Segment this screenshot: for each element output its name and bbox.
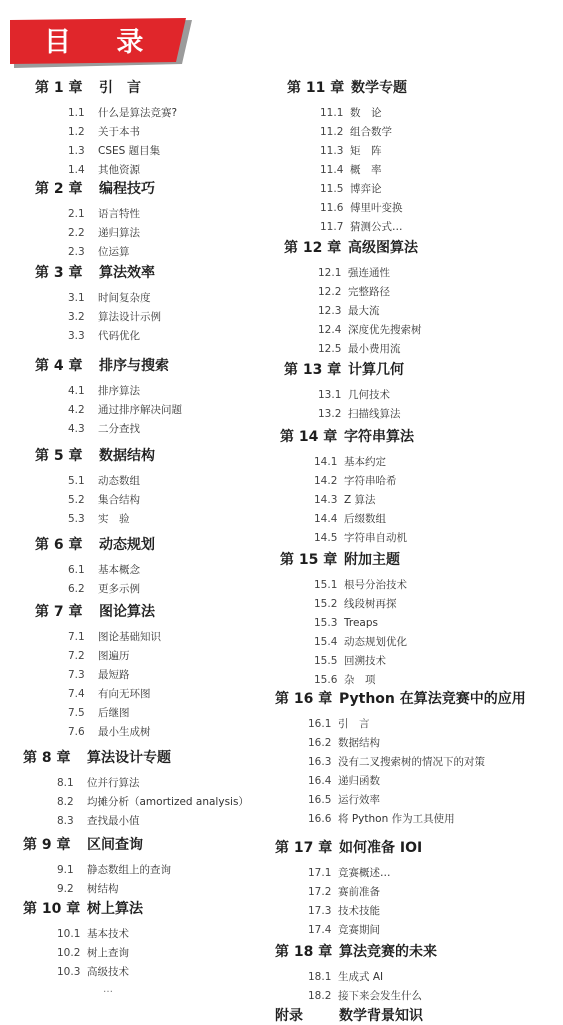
chapter-number: 附录: [275, 1008, 303, 1024]
section-title: 静态数组上的查询: [87, 864, 171, 876]
section-number: 7.2: [68, 650, 85, 662]
section-title: 竞赛概述…: [338, 867, 391, 879]
section-title: 组合数学: [350, 126, 392, 138]
section-title: 数 论: [350, 107, 382, 119]
section-entry: [318, 388, 390, 402]
section-number: 14.3: [314, 494, 338, 506]
section-number: 8.2: [57, 796, 74, 808]
section-entry: [318, 323, 422, 337]
chapter-number: 第 15 章: [280, 552, 338, 568]
chapter-number: 第 4 章: [35, 358, 83, 374]
section-number: 15.3: [314, 617, 338, 629]
section-number: 2.2: [68, 227, 85, 239]
section-entry: [308, 885, 380, 899]
section-number: 16.1: [308, 718, 332, 730]
section-number: 17.1: [308, 867, 332, 879]
section-number: 3.1: [68, 292, 85, 304]
section-title: 最短路: [98, 669, 130, 681]
section-title: CSES 题目集: [98, 145, 161, 157]
section-number: 1.4: [68, 164, 85, 176]
section-number: 17.3: [308, 905, 332, 917]
section-number: 11.4: [320, 164, 344, 176]
section-number: 9.2: [57, 883, 74, 895]
section-number: 8.1: [57, 777, 74, 789]
chapter-heading: [275, 690, 526, 708]
section-entry: [318, 266, 390, 280]
section-number: 7.1: [68, 631, 85, 643]
section-number: 1.2: [68, 126, 85, 138]
section-number: 4.3: [68, 423, 85, 435]
section-title: 递归算法: [98, 227, 140, 239]
chapter-title: 数学背景知识: [339, 1008, 423, 1024]
chapter-title: 编程技巧: [99, 181, 155, 197]
section-number: 12.5: [318, 343, 342, 355]
section-number: 9.1: [57, 864, 74, 876]
section-title: 最大流: [348, 305, 380, 317]
section-number: 5.1: [68, 475, 85, 487]
section-title: 动态数组: [98, 475, 140, 487]
section-title: 生成式 AI: [338, 971, 384, 983]
section-entry: [320, 201, 403, 215]
section-title: 动态规划优化: [344, 636, 407, 648]
section-number: 4.2: [68, 404, 85, 416]
section-title: 没有二叉搜索树的情况下的对策: [338, 756, 485, 768]
section-entry: [314, 673, 376, 687]
section-number: 16.3: [308, 756, 332, 768]
chapter-number: 第 1 章: [35, 80, 83, 96]
section-entry: [314, 597, 397, 611]
section-number: 11.3: [320, 145, 344, 157]
section-title: 时间复杂度: [98, 292, 151, 304]
section-title: 傅里叶变换: [350, 202, 403, 214]
chapter-number: 第 14 章: [280, 429, 338, 445]
chapter-title: 数学专题: [351, 80, 407, 96]
chapter-heading: [284, 361, 404, 379]
section-entry: [308, 904, 380, 918]
section-number: 11.1: [320, 107, 344, 119]
chapter-title: 附加主题: [344, 552, 400, 568]
chapter-title: 动态规划: [99, 537, 155, 553]
chapter-title: 算法竞赛的未来: [339, 944, 437, 960]
section-number: 11.2: [320, 126, 344, 138]
section-title: 技术技能: [338, 905, 380, 917]
section-number: 17.4: [308, 924, 332, 936]
section-title: 线段树再探: [344, 598, 397, 610]
section-number: 18.1: [308, 971, 332, 983]
chapter-title: 数据结构: [99, 448, 155, 464]
section-number: 10.1: [57, 928, 81, 940]
section-title: 矩 阵: [350, 145, 382, 157]
section-title: 接下来会发生什么: [338, 990, 422, 1002]
toc-title: 目 录: [44, 27, 162, 58]
section-title: 代码优化: [98, 330, 140, 342]
section-entry: [314, 455, 386, 469]
section-title: 树上查询: [87, 947, 129, 959]
section-title: Treaps: [344, 617, 378, 629]
chapter-number: 第 2 章: [35, 181, 83, 197]
section-title: 博弈论: [350, 183, 382, 195]
chapter-title: 算法设计专题: [87, 750, 171, 766]
section-number: 15.1: [314, 579, 338, 591]
section-title: 深度优先搜索树: [348, 324, 422, 336]
section-title: 猜测公式…: [350, 221, 403, 233]
section-entry: [318, 407, 401, 421]
section-title: 集合结构: [98, 494, 140, 506]
section-number: 8.3: [57, 815, 74, 827]
section-entry: [314, 635, 407, 649]
section-entry: [314, 616, 378, 630]
chapter-number: 第 5 章: [35, 448, 83, 464]
section-number: 15.6: [314, 674, 338, 686]
chapter-number: 第 7 章: [35, 604, 83, 620]
section-entry: [320, 144, 382, 158]
section-entry: [308, 717, 370, 731]
chapter-title: 排序与搜索: [99, 358, 169, 374]
section-entry: [308, 812, 455, 826]
chapter-heading: [280, 551, 400, 569]
section-title: 最小费用流: [348, 343, 401, 355]
chapter-heading: [287, 79, 407, 97]
section-number: 7.6: [68, 726, 85, 738]
chapter-title: 图论算法: [99, 604, 155, 620]
section-number: 12.3: [318, 305, 342, 317]
trailing-ellipsis: …: [103, 984, 113, 995]
section-number: 6.1: [68, 564, 85, 576]
section-entry: [318, 304, 380, 318]
section-title: 基本概念: [98, 564, 140, 576]
section-title: 二分查找: [98, 423, 140, 435]
chapter-heading: [275, 839, 422, 857]
chapter-title: 如何准备 IOI: [339, 840, 423, 856]
chapter-heading: [275, 1007, 423, 1025]
section-number: 15.2: [314, 598, 338, 610]
section-title: 最小生成树: [98, 726, 151, 738]
section-number: 16.4: [308, 775, 332, 787]
chapter-title: 高级图算法: [348, 240, 418, 256]
section-number: 3.2: [68, 311, 85, 323]
section-title: 排序算法: [98, 385, 140, 397]
section-number: 2.1: [68, 208, 85, 220]
section-entry: [308, 755, 485, 769]
section-title: 后继图: [98, 707, 130, 719]
section-number: 15.4: [314, 636, 338, 648]
chapter-title: 引 言: [99, 80, 141, 96]
section-title: 位运算: [98, 246, 130, 258]
section-title: 数据结构: [338, 737, 380, 749]
section-entry: [320, 220, 403, 234]
section-title: 根号分治技术: [344, 579, 407, 591]
chapter-number: 第 9 章: [23, 837, 71, 853]
section-entry: [314, 474, 397, 488]
section-entry: [320, 163, 382, 177]
chapter-number: 第 6 章: [35, 537, 83, 553]
chapter-number: 第 17 章: [275, 840, 333, 856]
section-entry: [314, 578, 407, 592]
section-number: 7.4: [68, 688, 85, 700]
section-entry: [320, 106, 382, 120]
section-title: 位并行算法: [87, 777, 140, 789]
section-number: 12.4: [318, 324, 342, 336]
section-number: 17.2: [308, 886, 332, 898]
section-entry: [308, 866, 391, 880]
section-title: 字符串哈希: [344, 475, 397, 487]
section-number: 14.2: [314, 475, 338, 487]
section-entry: [308, 736, 380, 750]
section-title: 几何技术: [348, 389, 390, 401]
section-title: 引 言: [338, 718, 370, 730]
section-entry: [318, 342, 401, 356]
section-entry: [308, 970, 383, 984]
section-title: 树结构: [87, 883, 119, 895]
chapter-number: 第 11 章: [287, 80, 345, 96]
section-number: 7.5: [68, 707, 85, 719]
section-title: 运行效率: [338, 794, 380, 806]
section-number: 2.3: [68, 246, 85, 258]
section-number: 13.1: [318, 389, 342, 401]
section-entry: [320, 125, 392, 139]
section-title: 字符串自动机: [344, 532, 407, 544]
section-title: 后缀数组: [344, 513, 386, 525]
section-title: 关于本书: [98, 126, 140, 138]
section-entry: [308, 923, 380, 937]
section-title: 基本技术: [87, 928, 129, 940]
section-title: 竞赛期间: [338, 924, 380, 936]
section-title: 强连通性: [348, 267, 390, 279]
section-title: 其他资源: [98, 164, 140, 176]
chapter-number: 第 13 章: [284, 362, 342, 378]
section-number: 18.2: [308, 990, 332, 1002]
section-title: 赛前准备: [338, 886, 380, 898]
section-title: 概 率: [350, 164, 382, 176]
section-title: 什么是算法竞赛?: [98, 107, 178, 119]
chapter-title: 计算几何: [348, 362, 404, 378]
section-number: 16.2: [308, 737, 332, 749]
section-number: 12.2: [318, 286, 342, 298]
section-number: 16.6: [308, 813, 332, 825]
chapter-number: 第 12 章: [284, 240, 342, 256]
section-number: 7.3: [68, 669, 85, 681]
section-entry: [314, 493, 376, 507]
chapter-heading: [280, 428, 414, 446]
section-number: 10.2: [57, 947, 81, 959]
section-number: 15.5: [314, 655, 338, 667]
section-number: 16.5: [308, 794, 332, 806]
chapter-title: Python 在算法竞赛中的应用: [339, 691, 526, 707]
section-title: 完整路径: [348, 286, 390, 298]
section-entry: [308, 793, 380, 807]
section-title: 扫描线算法: [348, 408, 401, 420]
section-title: 实 验: [98, 513, 130, 525]
chapter-number: 第 8 章: [23, 750, 71, 766]
section-number: 14.5: [314, 532, 338, 544]
chapter-title: 树上算法: [87, 901, 143, 917]
section-number: 3.3: [68, 330, 85, 342]
section-number: 11.7: [320, 221, 344, 233]
section-number: 1.3: [68, 145, 85, 157]
chapter-title: 字符串算法: [344, 429, 414, 445]
chapter-number: 第 18 章: [275, 944, 333, 960]
section-title: 语言特性: [98, 208, 140, 220]
section-title: 查找最小值: [87, 815, 140, 827]
section-number: 6.2: [68, 583, 85, 595]
section-number: 11.5: [320, 183, 344, 195]
chapter-heading: [284, 239, 418, 257]
section-entry: [314, 531, 407, 545]
section-title: 通过排序解决问题: [98, 404, 182, 416]
section-number: 1.1: [68, 107, 85, 119]
section-number: 4.1: [68, 385, 85, 397]
section-title: 更多示例: [98, 583, 140, 595]
section-number: 5.3: [68, 513, 85, 525]
chapter-number: 第 3 章: [35, 265, 83, 281]
section-entry: [318, 285, 390, 299]
section-number: 10.3: [57, 966, 81, 978]
section-entry: [314, 654, 386, 668]
section-entry: [308, 774, 380, 788]
section-title: 递归函数: [338, 775, 380, 787]
chapter-number: 第 10 章: [23, 901, 81, 917]
section-number: 11.6: [320, 202, 344, 214]
section-title: 基本约定: [344, 456, 386, 468]
chapter-heading: [275, 943, 437, 961]
section-entry: [314, 512, 386, 526]
section-title: 均摊分析（amortized analysis）: [87, 796, 249, 808]
section-title: 图遍历: [98, 650, 130, 662]
section-title: 将 Python 作为工具使用: [338, 813, 455, 825]
section-number: 14.1: [314, 456, 338, 468]
chapter-title: 算法效率: [99, 265, 155, 281]
section-number: 14.4: [314, 513, 338, 525]
section-number: 12.1: [318, 267, 342, 279]
section-title: 有向无环图: [98, 688, 151, 700]
section-title: 算法设计示例: [98, 311, 161, 323]
chapter-title: 区间查询: [87, 837, 143, 853]
section-title: 回溯技术: [344, 655, 386, 667]
section-number: 13.2: [318, 408, 342, 420]
section-entry: [308, 989, 422, 1003]
section-number: 5.2: [68, 494, 85, 506]
section-entry: [320, 182, 382, 196]
chapter-number: 第 16 章: [275, 691, 333, 707]
section-title: Z 算法: [344, 494, 376, 506]
section-title: 高级技术: [87, 966, 129, 978]
section-title: 图论基础知识: [98, 631, 161, 643]
section-title: 杂 项: [344, 674, 376, 686]
